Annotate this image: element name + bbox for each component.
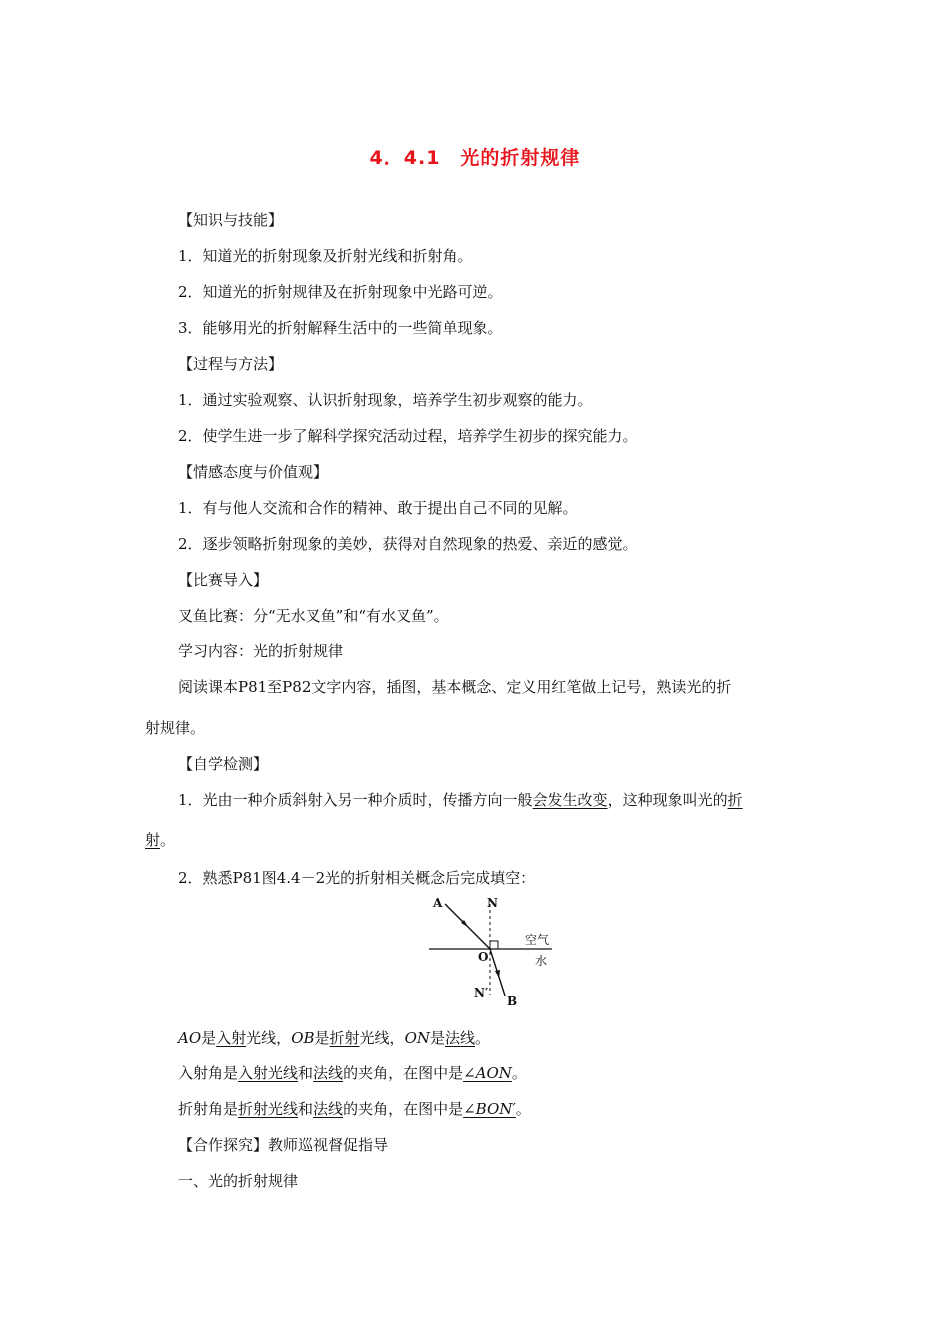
fill-answer: 入射光线	[238, 1064, 299, 1082]
reading-text-cont: 射规律。	[145, 719, 206, 737]
symbol-ao: AO	[178, 1029, 202, 1047]
label-b: B	[507, 994, 518, 1007]
section-head-process: 【过程与方法】	[178, 355, 284, 373]
coop-tail: 教师巡视督促指导	[268, 1136, 389, 1154]
knowledge-item: 3．能够用光的折射解释生活中的一些简单现象。	[178, 319, 503, 337]
fill-line-1	[178, 1028, 490, 1048]
intro-text: 叉鱼比赛：分“无水叉鱼”和“有水叉鱼”。	[178, 607, 449, 625]
reading-text: 阅读课本P81至P82文字内容，插图，基本概念、定义用红笔做上记号，熟读光的折	[178, 678, 732, 696]
fill-answer: ∠BON′	[463, 1100, 516, 1118]
fill-text: 。	[475, 1029, 491, 1047]
fill-text: 光线，	[359, 1029, 405, 1047]
part-heading: 一、光的折射规律	[178, 1172, 299, 1190]
process-item: 2．使学生进一步了解科学探究活动过程，培养学生初步的探究能力。	[178, 427, 638, 445]
section-head-coop	[178, 1135, 388, 1155]
coop-head: 【合作探究】	[178, 1136, 269, 1154]
content-text: 学习内容：光的折射规律	[178, 642, 344, 660]
label-air: 空气	[525, 933, 550, 947]
fill-text: 是	[430, 1029, 446, 1047]
knowledge-item: 1．知道光的折射现象及折射光线和折射角。	[178, 247, 473, 265]
symbol-on: ON	[404, 1029, 430, 1047]
q1-answer: 折	[727, 791, 743, 809]
page-title: 4．4.1 光的折射规律	[369, 147, 581, 169]
section-head-intro: 【比赛导入】	[178, 571, 269, 589]
q1-answer: 射	[145, 831, 161, 849]
fill-line-3	[178, 1099, 531, 1119]
fill-answer: 折射光线	[238, 1100, 299, 1118]
section-head-emotion: 【情感态度与价值观】	[178, 463, 329, 481]
fill-answer: 法线	[313, 1064, 344, 1082]
fill-text: 入射角是	[178, 1064, 239, 1082]
process-item: 1．通过实验观察、认识折射现象，培养学生初步观察的能力。	[178, 391, 593, 409]
label-n-prime: N′	[474, 986, 489, 1000]
question-1-cont	[145, 830, 175, 850]
fill-text: 。	[515, 1100, 531, 1118]
section-head-knowledge: 【知识与技能】	[178, 211, 284, 229]
fill-answer: 入射	[216, 1029, 247, 1047]
q1-text: 。	[160, 831, 176, 849]
fill-text: 折射角是	[178, 1100, 239, 1118]
label-o: O	[478, 950, 489, 964]
fill-text: 和	[298, 1100, 314, 1118]
fill-answer: 法线	[313, 1100, 344, 1118]
fill-text: 的夹角，在图中是	[343, 1064, 464, 1082]
label-water: 水	[535, 954, 548, 968]
q1-text: 1．光由一种介质斜射入另一种介质时，传播方向一般	[178, 791, 533, 809]
q1-text: ，这种现象叫光的	[607, 791, 728, 809]
refraction-diagram	[425, 892, 565, 1007]
question-1	[178, 790, 743, 810]
emotion-item: 2．逐步领略折射现象的美妙，获得对自然现象的热爱、亲近的感觉。	[178, 535, 638, 553]
fill-text: 光线，	[246, 1029, 292, 1047]
emotion-item: 1．有与他人交流和合作的精神、敢于提出自己不同的见解。	[178, 499, 578, 517]
fill-answer: ∠AON	[463, 1064, 512, 1082]
symbol-ob: OB	[291, 1029, 315, 1047]
question-2: 2．熟悉P81图4.4－2光的折射相关概念后完成填空：	[178, 869, 536, 887]
fill-text: 的夹角，在图中是	[343, 1100, 464, 1118]
label-a: A	[433, 896, 443, 910]
fill-text: 是	[201, 1029, 217, 1047]
section-head-selftest: 【自学检测】	[178, 755, 269, 773]
label-n: N	[487, 896, 498, 910]
q1-answer: 会发生改变	[532, 791, 608, 809]
fill-text: 是	[314, 1029, 330, 1047]
fill-text: 。	[511, 1064, 527, 1082]
fill-line-2	[178, 1063, 527, 1083]
fill-answer: 法线	[445, 1029, 476, 1047]
fill-text: 和	[298, 1064, 314, 1082]
fill-answer: 折射	[329, 1029, 360, 1047]
knowledge-item: 2．知道光的折射规律及在折射现象中光路可逆。	[178, 283, 503, 301]
right-angle-mark	[490, 941, 498, 949]
